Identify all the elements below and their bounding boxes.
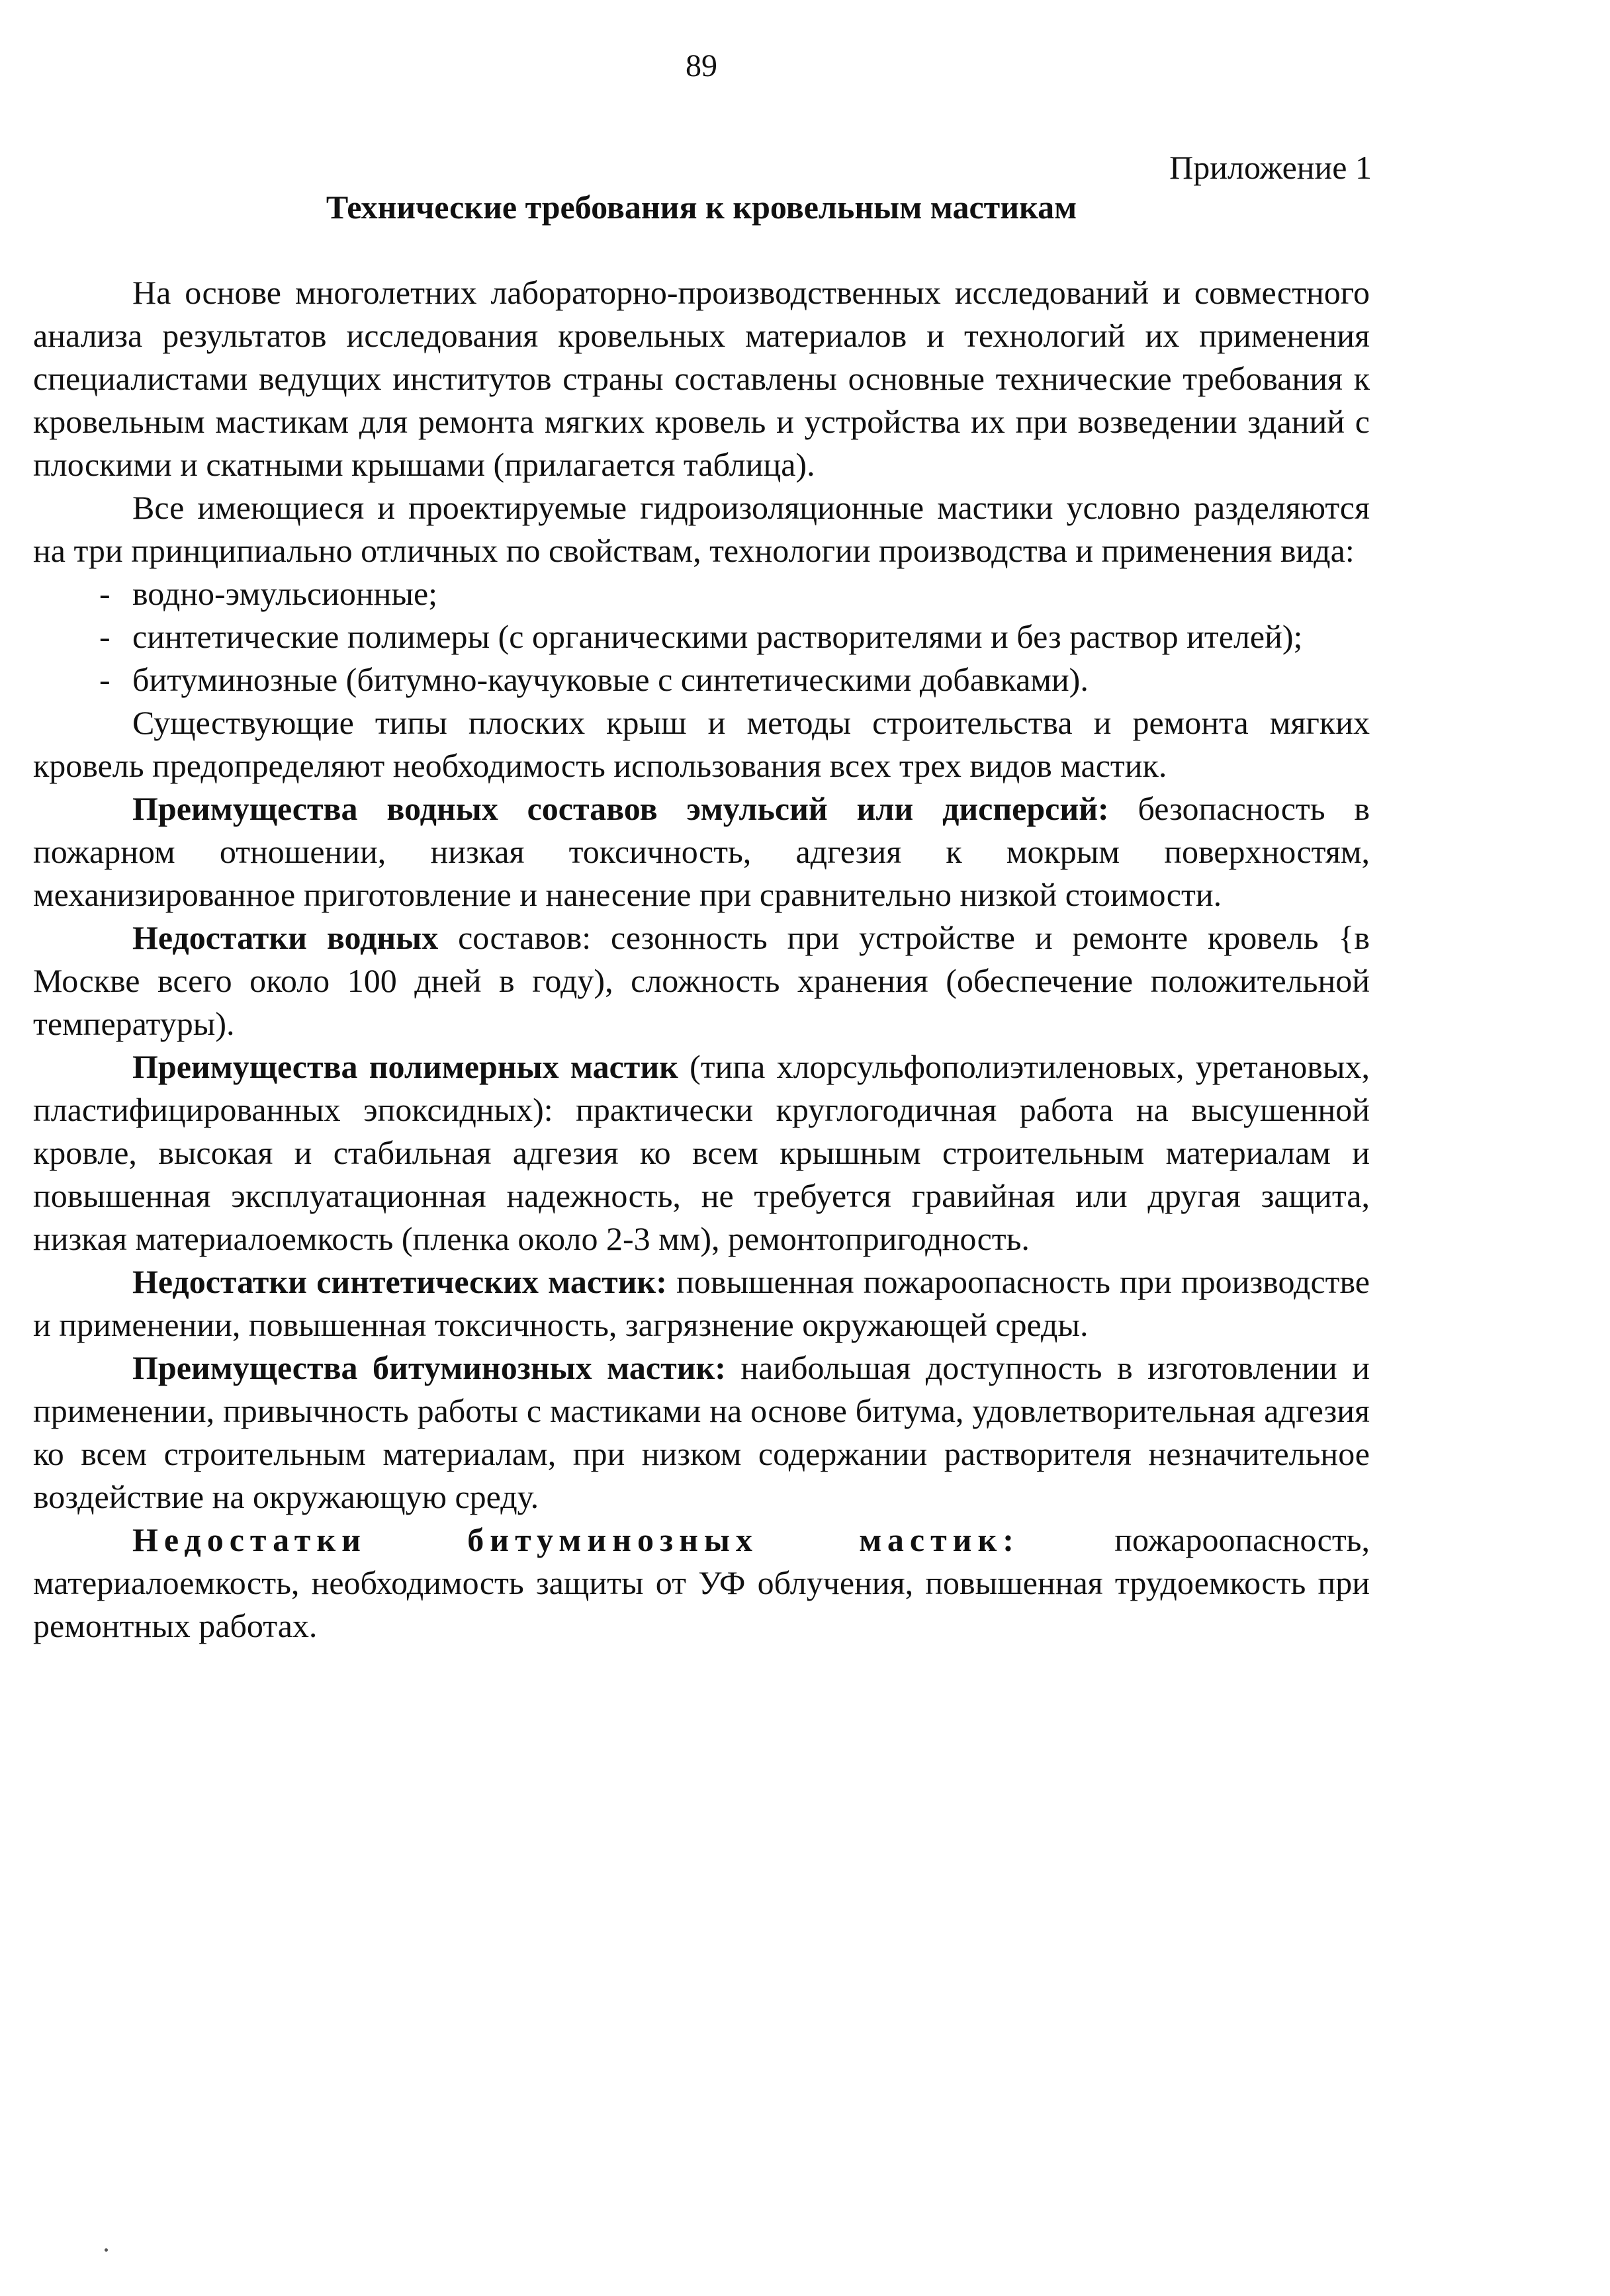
section-paragraph xyxy=(33,1260,1370,1347)
intro-paragraph: На основе многолетних лабораторно-производственных исследований и совместного анализа результатов исследования кровельных материалов и технологий их применения специалистами ведущих институтов страны составлены основные технические требования к кровельным мастикам для ремонта мягких кровель и устройства их при возведении зданий с плоскими и скатными крышами (прилагается таблица). xyxy=(33,274,1370,483)
mastic-types-list xyxy=(33,572,1370,701)
section-heading: Недостатки водных xyxy=(132,919,439,956)
section-text: пожароопасность, материалоемкость, необходимость защиты от УФ облучения, повышенная трудоемкость при ремонтных работах. xyxy=(33,1521,1370,1644)
page-number: 89 xyxy=(686,48,717,83)
types-intro-paragraph: Все имеющиеся и проектируемые гидроизоляционные мастики условно разделяются на три принципиально отличных по свойствам, технологии производства и применения вида: xyxy=(33,489,1370,569)
section-paragraph xyxy=(33,787,1370,916)
scan-artifact-dot xyxy=(105,2248,108,2252)
section-paragraph xyxy=(33,1045,1370,1260)
list-item xyxy=(33,572,1370,615)
section-paragraph xyxy=(33,916,1370,1045)
list-item-text: водно-эмульсионные; xyxy=(132,575,438,612)
section-heading: Преимущества водных составов эмульсий или дисперсий: xyxy=(132,790,1109,827)
section-paragraph xyxy=(33,1347,1370,1519)
section-paragraph xyxy=(33,1519,1370,1648)
list-item xyxy=(33,615,1370,658)
list-item-text: синтетические полимеры (с органическими растворителями и без раствор ителей); xyxy=(132,618,1303,655)
document-body xyxy=(33,271,1370,1648)
existing-types-paragraph: Существующие типы плоских крыш и методы строительства и ремонта мягких кровель предопределяют необходимость использования всех трех видов мастик. xyxy=(33,704,1370,784)
list-dash: - xyxy=(99,575,111,612)
section-heading: Недостатки синтетических мастик: xyxy=(132,1263,667,1300)
list-item-text: битуминозные (битумно-каучуковые с синтетическими добавками). xyxy=(132,661,1089,698)
list-item xyxy=(33,658,1370,701)
section-text: (типа хлорсульфополиэтиленовых, уретановых, пластифицированных эпоксидных): практически круглогодичная работа на высушенной кровле, высокая и стабильная адгезия ко всем крышным строительным материалам и повышенная эксплуатационная надежность, не требуется гравийная или другая защита, низкая материалоемкость (пленка около 2-3 мм), ремонтопригодность. xyxy=(33,1048,1370,1257)
section-text: составов: сезонность при устройстве и ремонте кровель {в Москве всего около 100 дней в году), сложность хранения (обеспечение положительной температуры). xyxy=(33,919,1370,1042)
section-text: безопасность в пожарном отношении, низкая токсичность, адгезия к мокрым поверхностям, механизированное приготовление и нанесение при сравнительно низкой стоимости. xyxy=(33,790,1370,913)
section-heading: Преимущества полимерных мастик xyxy=(132,1048,678,1085)
section-text: наибольшая доступность в изготовлении и применении, привычность работы с мастиками на основе битума, удовлетворительная адгезия ко всем строительным материалам, при низком содержании растворителя незначительное воздействие на окружающую среду. xyxy=(33,1349,1370,1515)
list-dash: - xyxy=(99,618,111,655)
section-heading: Недостатки битуминозных мастик: xyxy=(132,1521,1020,1558)
section-heading: Преимущества битуминозных мастик: xyxy=(132,1349,726,1386)
section-text: повышенная пожароопасность при производстве и применении, повышенная токсичность, загрязнение окружающей среды. xyxy=(33,1263,1370,1343)
document-title: Технические требования к кровельным мастикам xyxy=(326,189,1077,226)
appendix-label: Приложение 1 xyxy=(1169,149,1372,186)
list-dash: - xyxy=(99,661,111,698)
